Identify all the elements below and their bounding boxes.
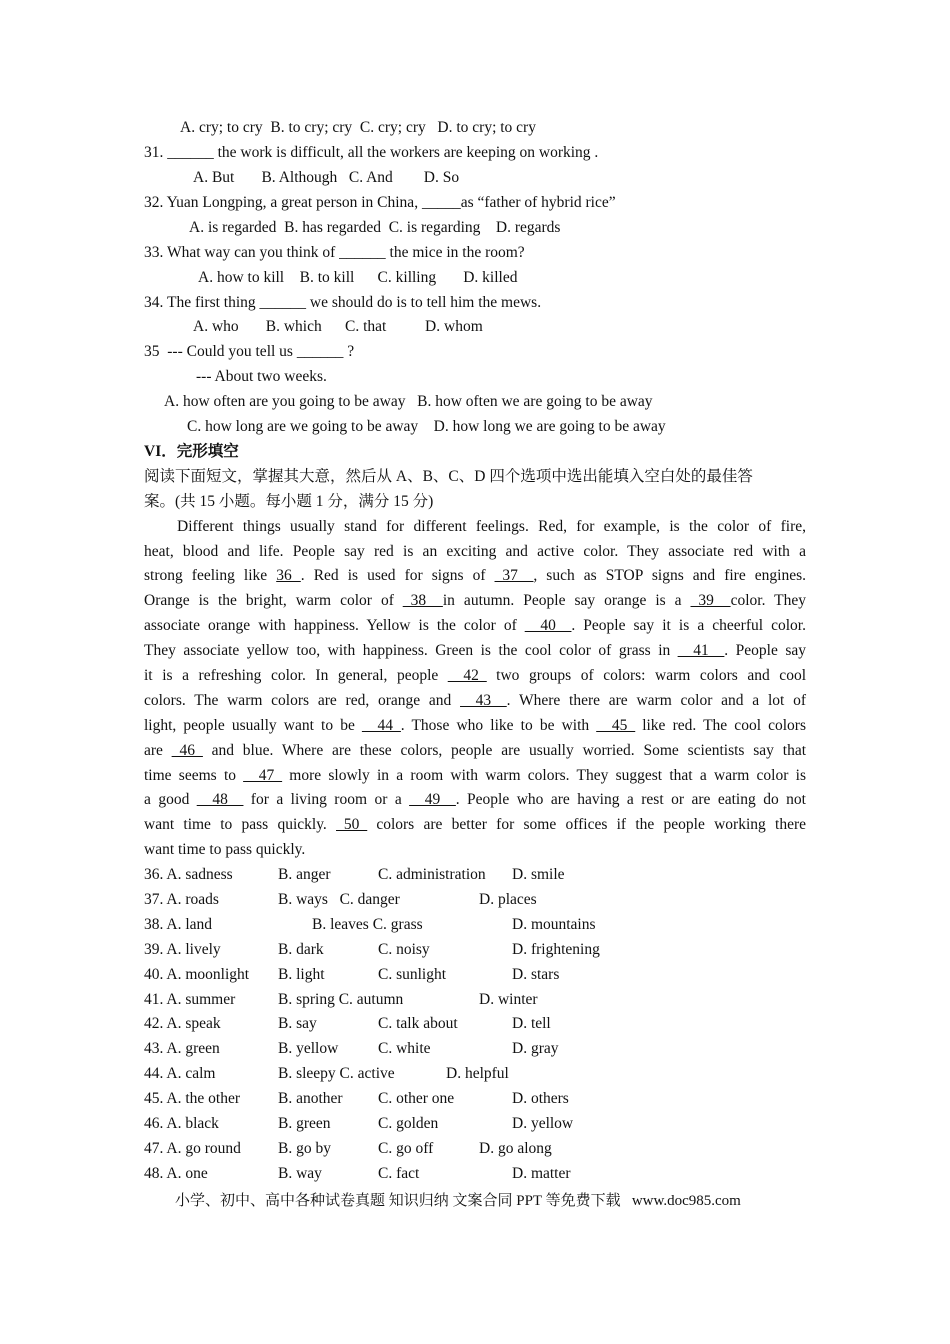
blank-40: __40__	[524, 617, 572, 634]
blank-45: __45_	[596, 717, 636, 734]
choice-d: D. stars	[512, 965, 560, 983]
choice-a: 39. A. lively	[144, 940, 221, 958]
choice-d: D. go along	[479, 1139, 552, 1157]
choice-row	[144, 1114, 806, 1134]
choice-c: C. sunlight	[378, 965, 447, 983]
passage-line: They associate yellow too, with happiness. Green is the cool color of grass in __41__. People say	[144, 642, 806, 659]
question-35-stem: 35 --- Could you tell us ______ ?	[144, 343, 355, 360]
choice-b: B. leaves C. grass	[312, 915, 423, 933]
choice-b: B. dark	[278, 940, 324, 958]
passage-line: colors. The warm colors are red, orange and __43__. Where there are warm color and a lot of	[144, 692, 807, 709]
choice-c: C. talk about	[378, 1015, 458, 1033]
choice-row	[144, 1139, 806, 1159]
choice-d: D. yellow	[512, 1115, 574, 1132]
blank-48: __48__	[196, 791, 244, 808]
choice-d: D. gray	[512, 1040, 559, 1058]
choice-d: D. frightening	[512, 940, 600, 958]
section-instruction-line1: 阅读下面短文，掌握其大意，然后从 A、B、C、D 四个选项中选出能填入空白处的最佳答	[144, 468, 753, 485]
choice-d: D. matter	[512, 1164, 571, 1182]
page-footer: 小学、初中、高中各种试卷真题 知识归纳 文案合同 PPT 等免费下载 www.doc985.com	[175, 1193, 741, 1209]
choice-b: B. anger	[278, 866, 331, 883]
question-30-options: A. cry; to cry B. to cry; cry C. cry; cry D. to cry; to cry	[180, 119, 536, 136]
choice-b: B. light	[278, 965, 325, 983]
blank-36: 36	[276, 567, 301, 584]
choice-row	[144, 1014, 806, 1034]
choice-d: D. mountains	[512, 915, 596, 933]
choice-row	[144, 1089, 806, 1109]
choice-b: B. go by	[278, 1139, 331, 1157]
choice-c: C. golden	[378, 1115, 439, 1132]
choice-c: C. white	[378, 1040, 431, 1058]
choice-b: B. green	[278, 1115, 331, 1132]
choice-a: 38. A. land	[144, 915, 213, 933]
choice-a: 40. A. moonlight	[144, 965, 250, 983]
blank-47: __47_	[243, 767, 283, 784]
blank-49: __49__	[409, 791, 456, 808]
choice-c: C. other one	[378, 1090, 455, 1108]
choice-row	[144, 865, 806, 885]
choice-a: 46. A. black	[144, 1115, 219, 1132]
choice-b: B. ways C. danger	[278, 890, 400, 908]
choice-b: B. spring C. autumn	[278, 990, 404, 1008]
choice-row	[144, 990, 806, 1010]
passage-line: heat, blood and life. People say red is an exciting and active color. They associate red with a	[144, 543, 806, 560]
blank-37: _37__	[494, 567, 534, 584]
choice-b: B. another	[278, 1090, 343, 1108]
question-35-options-cd: C. how long are we going to be away D. how long we are going to be away	[187, 418, 666, 435]
choice-a: 47. A. go round	[144, 1139, 241, 1157]
question-35-options-ab: A. how often are you going to be away B. how often we are going to be away	[164, 393, 653, 410]
passage-line: want time to pass quickly.	[144, 841, 306, 858]
choice-a: 44. A. calm	[144, 1065, 216, 1083]
choice-c: C. fact	[378, 1164, 420, 1182]
choice-d: D. smile	[512, 866, 565, 883]
blank-41: __41__	[677, 642, 725, 659]
choice-d: D. winter	[479, 990, 538, 1008]
question-33-options: A. how to kill B. to kill C. killing D. killed	[198, 269, 518, 286]
question-31-stem: 31. ______ the work is difficult, all the workers are keeping on working .	[144, 144, 599, 161]
choice-d: D. tell	[512, 1015, 551, 1033]
passage-line: time seems to __47_ more slowly in a room with warm colors. They suggest that a warm color is	[144, 767, 806, 784]
blank-46: _46_	[171, 742, 203, 759]
choice-row	[144, 940, 806, 960]
passage-line: Orange is the bright, warm color of _38_ in autumn. People say orange is a _39_ color. They	[144, 592, 807, 609]
question-33-stem: 33. What way can you think of ______ the mice in the room?	[144, 244, 525, 261]
question-31-options: A. But B. Although C. And D. So	[193, 169, 460, 186]
blank-43: __43__	[460, 692, 507, 709]
passage-line: a good __48__ for a living room or a __49__. People who are having a rest or are eating do not	[144, 791, 806, 808]
passage-line: light, people usually want to be __44_. Those who like to be with __45_ like red. The cool colors	[144, 717, 807, 734]
choice-a: 36. A. sadness	[144, 866, 233, 883]
choice-row	[144, 1164, 806, 1184]
section-instruction-line2: 案。(共 15 小题。每小题 1 分，满分 15 分)	[144, 493, 434, 510]
choice-b: B. way	[278, 1164, 322, 1182]
choice-b: B. yellow	[278, 1040, 339, 1058]
choice-row	[144, 1064, 806, 1084]
choice-a: 43. A. green	[144, 1040, 220, 1058]
passage-line: it is a refreshing color. In general, people __42_ two groups of colors: warm colors and cool	[144, 667, 806, 684]
blank-38: _38_	[402, 592, 443, 609]
choice-a: 41. A. summer	[144, 990, 236, 1008]
blank-39: _39_	[690, 592, 731, 609]
choice-row	[144, 915, 806, 935]
question-32-options: A. is regarded B. has regarded C. is regarding D. regards	[189, 219, 561, 236]
question-34-options: A. who B. which C. that D. whom	[193, 318, 483, 335]
choice-d: D. helpful	[446, 1065, 509, 1083]
choice-a: 42. A. speak	[144, 1015, 221, 1033]
choice-a: 37. A. roads	[144, 890, 219, 908]
choice-a: 45. A. the other	[144, 1090, 240, 1108]
passage-line: associate orange with happiness. Yellow is the color of __40__. People say it is a cheerful color.	[144, 617, 806, 634]
choice-d: D. places	[479, 890, 537, 908]
choice-row	[144, 890, 806, 910]
choice-c: C. go off	[378, 1139, 434, 1157]
choice-a: 48. A. one	[144, 1164, 208, 1182]
passage-line: strong feeling like 36 . Red is used for signs of _37__, such as STOP signs and fire engines.	[144, 567, 807, 584]
choice-d: D. others	[512, 1090, 569, 1108]
passage-line: want time to pass quickly. _50_ colors are better for some offices if the people working there	[144, 816, 807, 833]
question-35-answer: --- About two weeks.	[196, 368, 327, 385]
section-title: VI．完形填空	[144, 443, 239, 460]
passage-line: are _46_ and blue. Where are these colors, people are usually worried. Some scientists say that	[144, 742, 807, 759]
choice-c: C. administration	[378, 866, 486, 883]
question-34-stem: 34. The first thing ______ we should do is to tell him the mews.	[144, 294, 542, 311]
blank-50: _50_	[336, 816, 368, 833]
passage-line: Different things usually stand for different feelings. Red, for example, is the color of fire,	[177, 518, 806, 535]
blank-44: __44_	[361, 717, 401, 734]
choice-c: C. noisy	[378, 940, 430, 958]
choice-row	[144, 1039, 806, 1059]
question-32-stem: 32. Yuan Longping, a great person in China, _____as “father of hybrid rice”	[144, 194, 616, 211]
choice-row	[144, 965, 806, 985]
choice-b: B. sleepy C. active	[278, 1065, 395, 1083]
choice-b: B. say	[278, 1015, 317, 1033]
blank-42: __42_	[447, 667, 487, 684]
